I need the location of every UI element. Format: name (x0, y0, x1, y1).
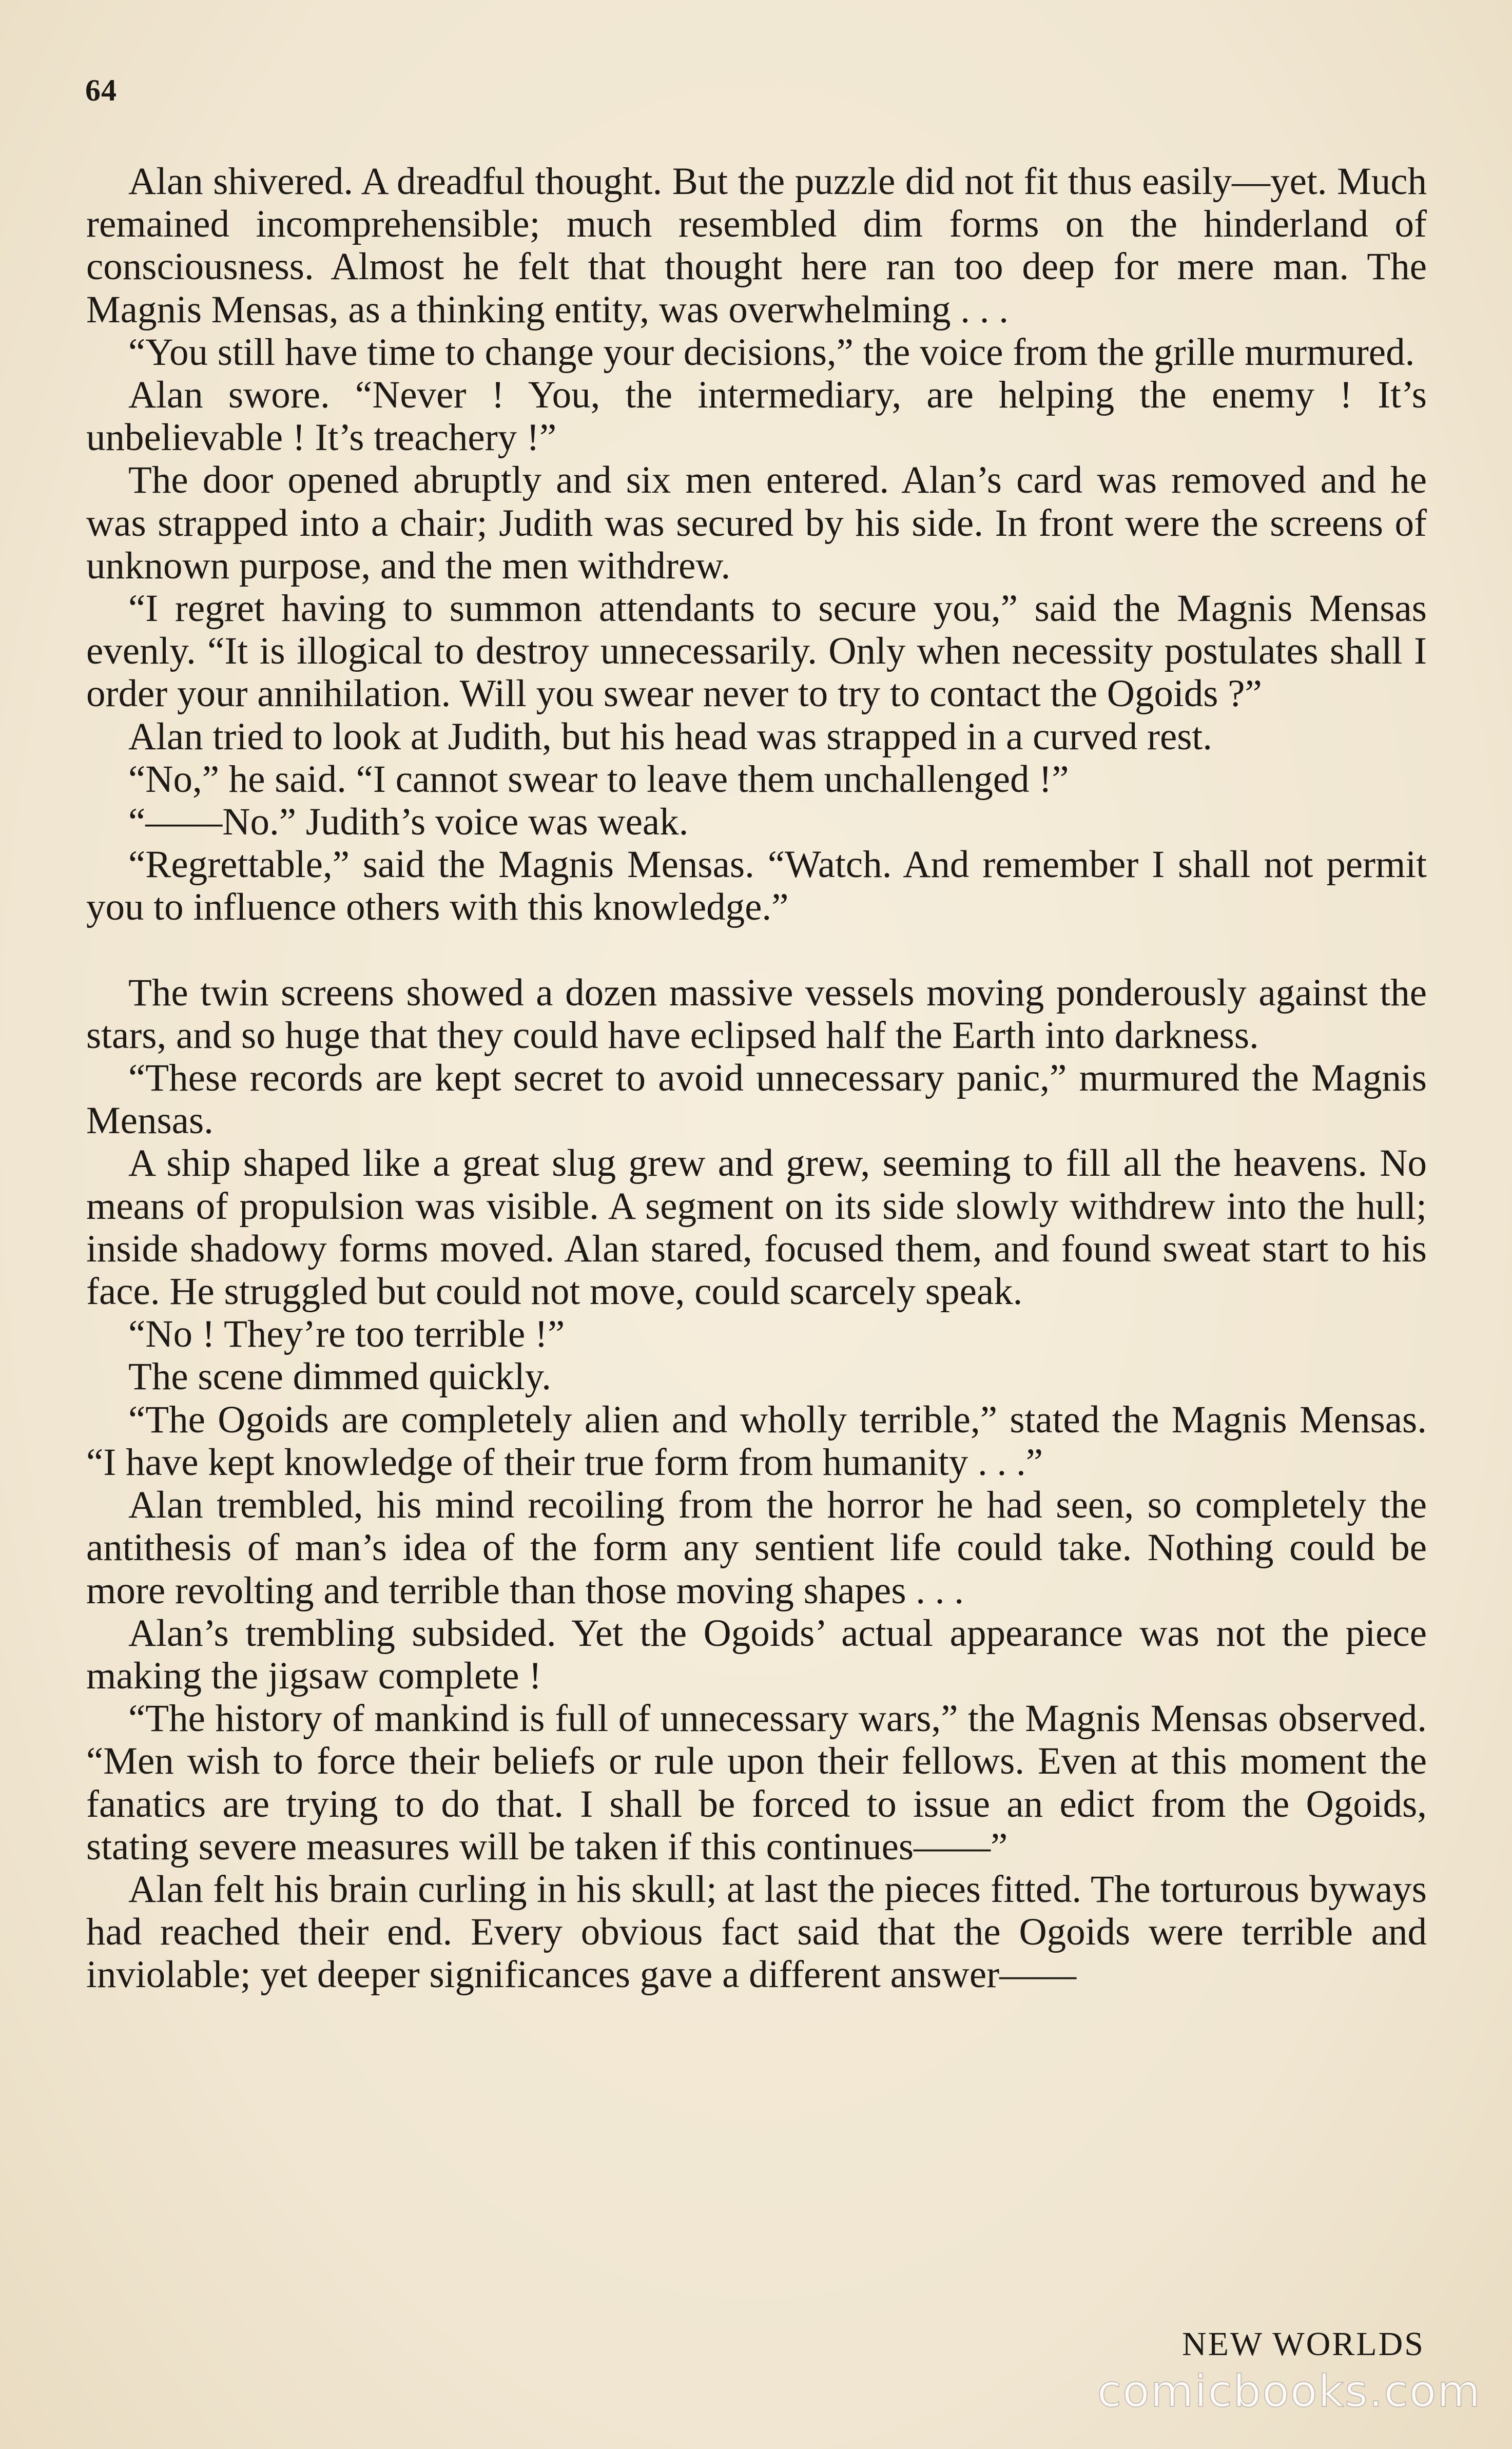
paragraph: Alan swore. “Never ! You, the intermediary, are helping the enemy ! It’s unbelievable ! It’s treachery !” (86, 374, 1427, 459)
magazine-title-footer: NEW WORLDS (1181, 2325, 1425, 2363)
paragraph: “No,” he said. “I cannot swear to leave them unchallenged !” (128, 757, 1069, 801)
paragraph: A ship shaped like a great slug grew and grew, seeming to fill all the heavens. No means of propulsion was visible. A segment on its side slowly withdrew into the hull; inside shadowy forms moved. Alan stared, focused them, and found sweat start to his face. He struggled but could not move, could scarcely speak. (86, 1142, 1427, 1313)
paragraph: “You still have time to change your decisions,” the voice from the grille murmured. (128, 331, 1415, 374)
paragraph: “I regret having to summon attendants to secure you,” said the Magnis Mensas evenly. “It is illogical to destroy unnecessarily. Only when necessity postulates shall I order your annihilation. Will you swear never to try to contact the Ogoids ?” (86, 587, 1427, 715)
paragraph: “——No.” Judith’s voice was weak. (128, 801, 689, 844)
watermark: comicbooks.com (1097, 2366, 1481, 2417)
story-text (86, 160, 1427, 1996)
paragraph: Alan’s trembling subsided. Yet the Ogoids’ actual appearance was not the piece making the jigsaw complete ! (86, 1611, 1427, 1697)
paragraph: The twin screens showed a dozen massive vessels moving ponderously against the stars, and so huge that they could have eclipsed half the Earth into darkness. (86, 971, 1427, 1057)
paragraph: “Regrettable,” said the Magnis Mensas. “Watch. And remember I shall not permit you to influence others with this knowledge.” (86, 843, 1427, 929)
paragraph: Alan shivered. A dreadful thought. But the puzzle did not fit thus easily—yet. Much remained incomprehensible; much resembled dim forms on the hinderland of consciousness. Almost he felt that thought here ran too deep for mere man. The Magnis Mensas, as a thinking entity, was overwhelming . . . (86, 160, 1427, 331)
paragraph: Alan trembled, his mind recoiling from the horror he had seen, so completely the antithesis of man’s idea of the form any sentient life could take. Nothing could be more revolting and terrible than those moving shapes . . . (86, 1484, 1427, 1612)
paragraph: The scene dimmed quickly. (128, 1355, 552, 1398)
paragraph: “The history of mankind is full of unnecessary wars,” the Magnis Mensas observed. “Men wish to force their beliefs or rule upon their fellows. Even at this moment the fanatics are trying to do that. I shall be forced to issue an edict from the Ogoids, stating severe measures will be taken if this continues——” (86, 1697, 1427, 1868)
paragraph: “The Ogoids are completely alien and wholly terrible,” stated the Magnis Mensas. “I have kept knowledge of their true form from humanity . . .” (86, 1398, 1427, 1484)
paragraph: “No ! They’re too terrible !” (128, 1313, 565, 1356)
paragraph: The door opened abruptly and six men entered. Alan’s card was removed and he was strapped into a chair; Judith was secured by his side. In front were the screens of unknown purpose, and the men withdrew. (86, 459, 1427, 587)
paragraph: “These records are kept secret to avoid unnecessary panic,” murmured the Magnis Mensas. (86, 1057, 1427, 1142)
page-number: 64 (85, 73, 117, 107)
paragraph: Alan tried to look at Judith, but his head was strapped in a curved rest. (128, 715, 1213, 758)
paragraph: Alan felt his brain curling in his skull; at last the pieces fitted. The torturous byways had reached their end. Every obvious fact said that the Ogoids were terrible and inviolable; yet deeper significances gave a different answer—— (86, 1868, 1427, 1996)
